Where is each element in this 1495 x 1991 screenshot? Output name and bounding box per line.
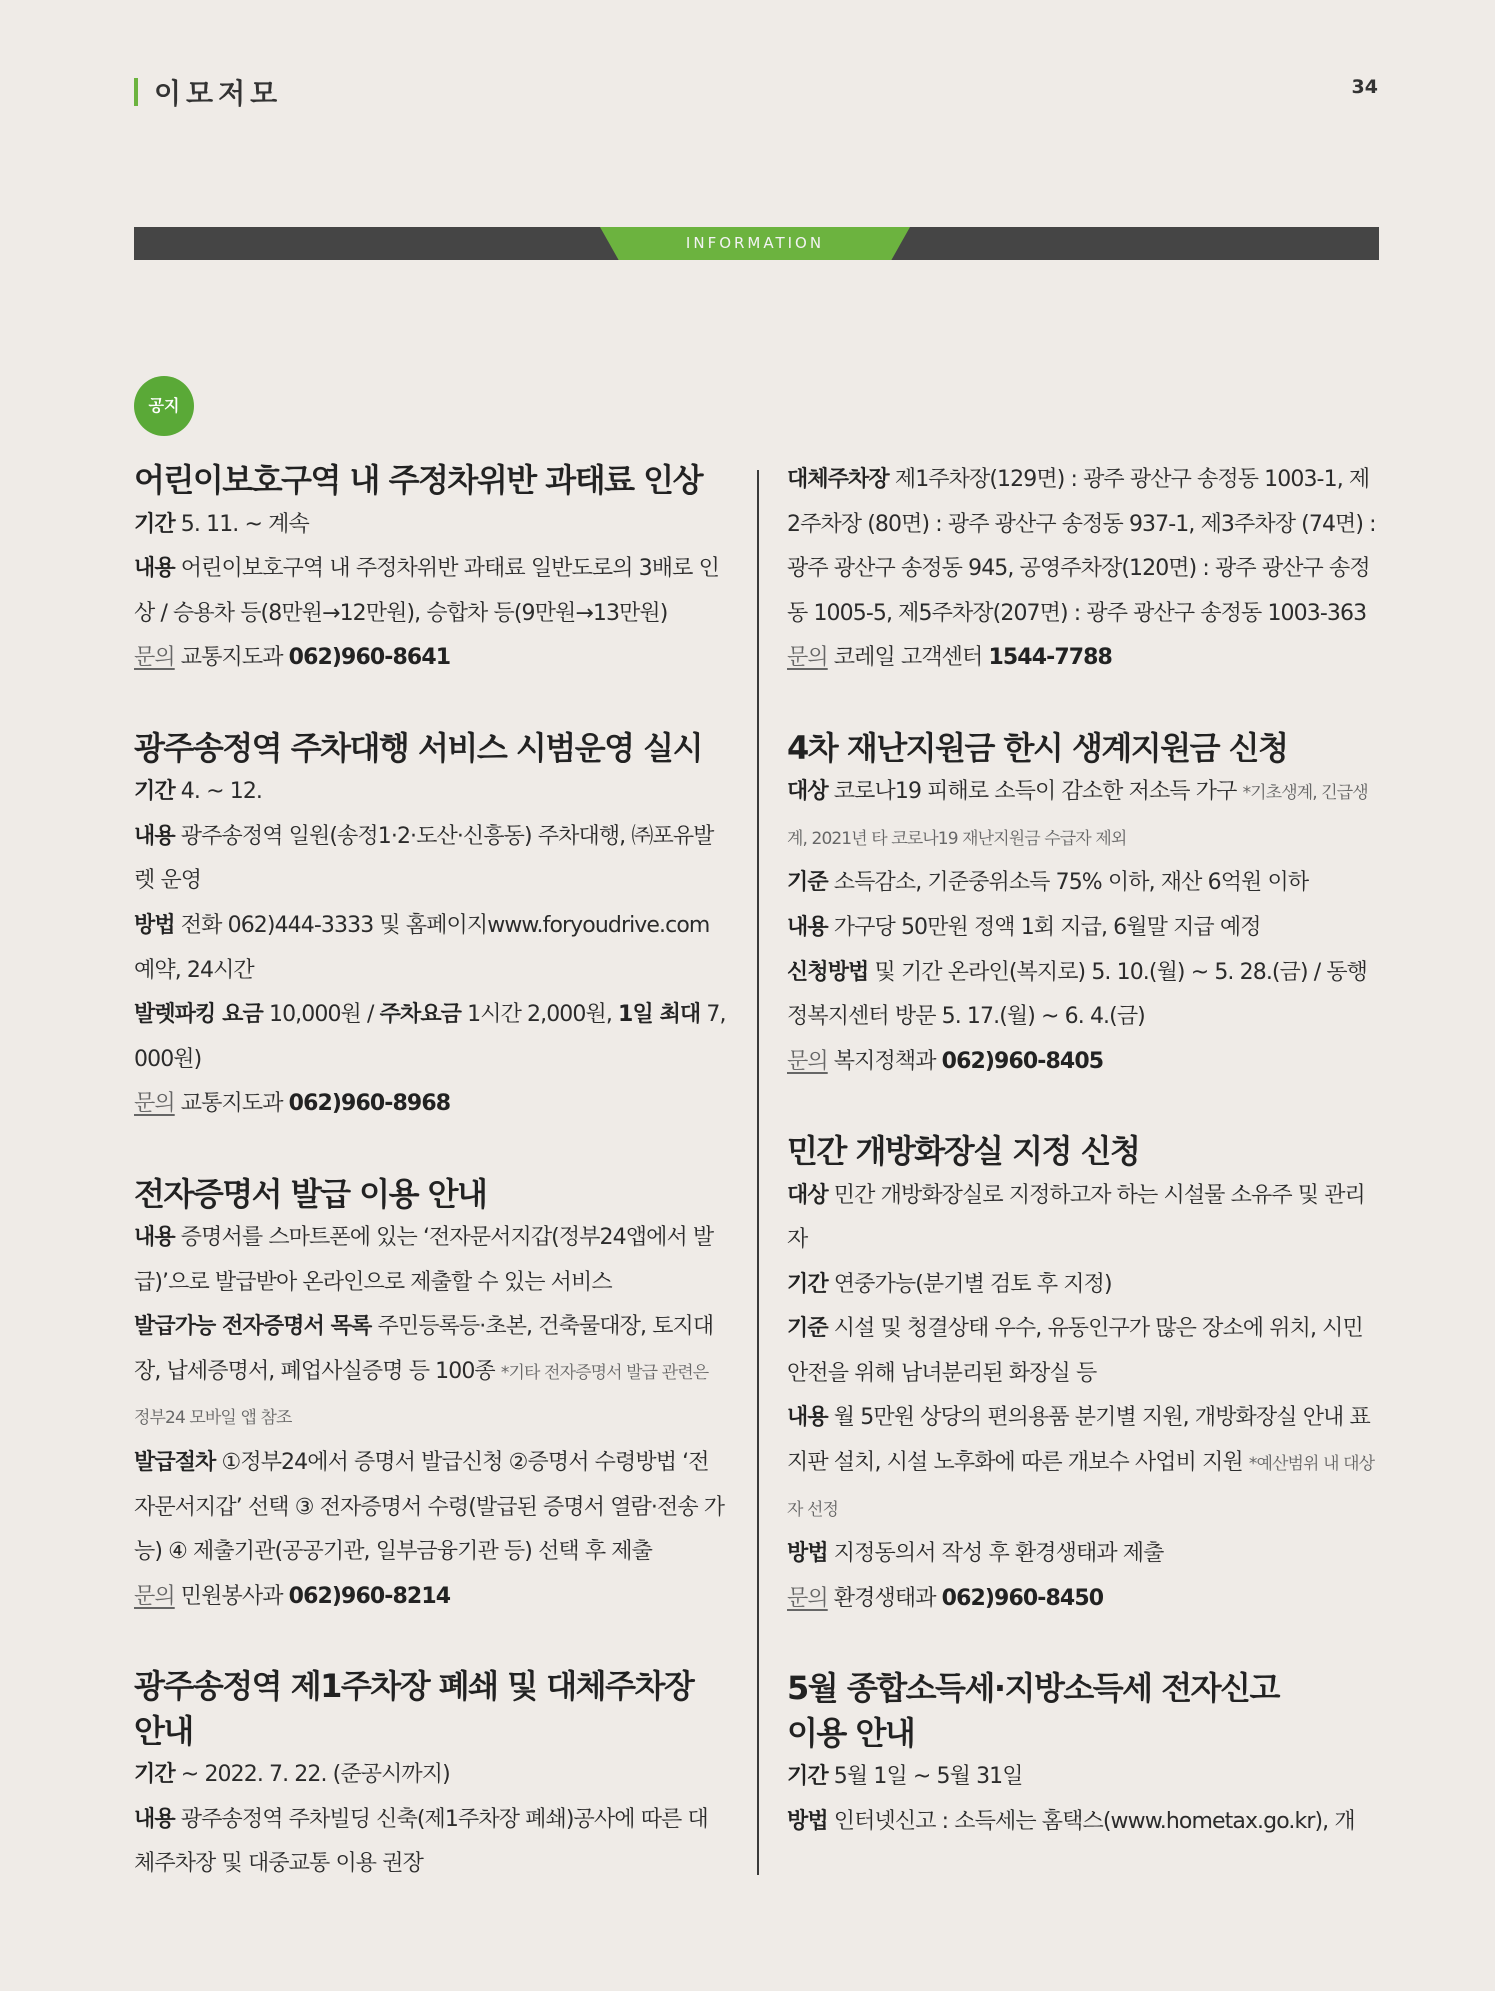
- inquiry-row: 문의 환경생태과 062)960-8450: [787, 1585, 1104, 1611]
- period-row: 기간 4. ~ 12.: [134, 779, 263, 805]
- article-title: 5월 종합소득세·지방소득세 전자신고 이용 안내: [787, 1669, 1279, 1752]
- method-row: 방법 인터넷신고 : 소득세는 홈택스(www.hometax.go.kr), 개: [787, 1808, 1355, 1834]
- period-row: 기간 5월 1일 ~ 5월 31일: [787, 1764, 1023, 1790]
- article-school-zone-fine: [134, 458, 726, 681]
- apply-row: 신청방법 및 기간 온라인(복지로) 5. 10.(월) ~ 5. 28.(금) / 동행정복지센터 방문 5. 17.(월) ~ 6. 4.(금): [787, 959, 1368, 1030]
- article-open-restroom: [787, 1129, 1379, 1622]
- method-row: 방법 전화 062)444-3333 및 홈페이지www.foryoudrive.com 예약, 24시간: [134, 912, 710, 983]
- fee-row: 발렛파킹 요금 10,000원 / 주차요금 1시간 2,000원, 1일 최대 7,000원): [134, 1002, 726, 1072]
- information-label: INFORMATION: [685, 234, 825, 252]
- section-title: 이모저모: [154, 77, 283, 110]
- page-number: 34: [1351, 76, 1378, 98]
- content-row: 내용 광주송정역 일원(송정1·2·도산·신흥동) 주차대행, ㈜포유발렛 운영: [134, 823, 714, 894]
- target-row: 대상 코로나19 피해로 소득이 감소한 저소득 가구 *기초생계, 긴급생계, 2021년 타 코로나19 재난지원금 수급자 제외: [787, 779, 1368, 849]
- article-title: 광주송정역 주차대행 서비스 시범운영 실시: [134, 728, 702, 767]
- alternative-parking-row: 대체주차장 제1주차장(129면) : 광주 광산구 송정동 1003-1, 제2주차장 (80면) : 광주 광산구 송정동 937-1, 제3주차장 (74면) : 광주 광산구 송정동 945, 공영주차장(120면) : 광주 광산구 송정동 1005-5, 제5주차장(207면) : 광주 광산구 송정동 1003-363: [787, 467, 1376, 626]
- period-row: 기간 ~ 2022. 7. 22. (준공시까지): [134, 1762, 450, 1788]
- article-title: 4차 재난지원금 한시 생계지원금 신청: [787, 728, 1288, 767]
- procedure-row: 발급절차 ①정부24에서 증명서 발급신청 ②증명서 수령방법 ‘전자문서지갑’ 선택 ③ 전자증명서 수령(발급된 증명서 열람·전송 가능) ④ 제출기관(공공기관, 일부금융기관 등) 선택 후 제출: [134, 1450, 725, 1565]
- right-column: [787, 458, 1379, 1844]
- article-e-certificate: [134, 1172, 726, 1620]
- target-row: 대상 민간 개방화장실로 지정하고자 하는 시설물 소유주 및 관리자: [787, 1182, 1365, 1253]
- period-row: 기간 연중가능(분기별 검토 후 지정): [787, 1271, 1112, 1297]
- criteria-row: 기준 시설 및 청결상태 우수, 유동인구가 많은 장소에 위치, 시민 안전을 위해 남녀분리된 화장실 등: [787, 1316, 1363, 1386]
- article-title: 어린이보호구역 내 주정차위반 과태료 인상: [134, 461, 702, 499]
- inquiry-row: 문의 교통지도과 062)960-8968: [134, 1091, 451, 1117]
- article-parking-closure: [134, 1664, 726, 1887]
- inquiry-row: 문의 교통지도과 062)960-8641: [134, 645, 451, 671]
- certificate-list-row: 발급가능 전자증명서 목록 주민등록등·초본, 건축물대장, 토지대장, 납세증명서, 폐업사실증명 등 100종 *기타 전자증명서 발급 관련은 정부24 모바일 앱 참조: [134, 1314, 714, 1429]
- inquiry-row: 문의 복지정책과 062)960-8405: [787, 1048, 1104, 1074]
- notice-badge: 공지: [134, 376, 194, 436]
- inquiry-row: 문의 민원봉사과 062)960-8214: [134, 1583, 451, 1609]
- criteria-row: 기준 소득감소, 기준중위소득 75% 이하, 재산 6억원 이하: [787, 870, 1309, 896]
- header-accent-bar: [134, 78, 138, 106]
- content-row: 내용 월 5만원 상당의 편의용품 분기별 지원, 개방화장실 안내 표지판 설치, 시설 노후화에 따른 개보수 사업비 지원 *예산범위 내 대상자 선정: [787, 1405, 1375, 1520]
- article-income-tax: [787, 1666, 1379, 1844]
- column-divider: [757, 470, 759, 1875]
- section-header: [134, 72, 282, 112]
- method-row: 방법 지정동의서 작성 후 환경생태과 제출: [787, 1541, 1164, 1567]
- article-title: 광주송정역 제1주차장 폐쇄 및 대체주차장 안내: [134, 1667, 694, 1750]
- article-parking-closure-continued: [787, 458, 1379, 681]
- article-valet-parking: [134, 726, 726, 1127]
- period-row: 기간 5. 11. ~ 계속: [134, 511, 309, 537]
- left-column: [134, 458, 726, 1887]
- content-row: 내용 광주송정역 주차빌딩 신축(제1주차장 폐쇄)공사에 따른 대체주차장 및 대중교통 이용 권장: [134, 1806, 708, 1877]
- inquiry-row: 문의 코레일 고객센터 1544-7788: [787, 645, 1112, 671]
- article-title: 전자증명서 발급 이용 안내: [134, 1174, 487, 1213]
- article-title: 민간 개방화장실 지정 신청: [787, 1131, 1140, 1170]
- content-row: 내용 증명서를 스마트폰에 있는 ‘전자문서지갑(정부24앱에서 발급)’으로 발급받아 온라인으로 제출할 수 있는 서비스: [134, 1225, 714, 1295]
- article-livelihood-support: [787, 726, 1379, 1085]
- content-row: 내용 가구당 50만원 정액 1회 지급, 6월말 지급 예정: [787, 914, 1261, 940]
- content-row: 내용 어린이보호구역 내 주정차위반 과태료 일반도로의 3배로 인상 / 승용차 등(8만원→12만원), 승합차 등(9만원→13만원): [134, 556, 719, 626]
